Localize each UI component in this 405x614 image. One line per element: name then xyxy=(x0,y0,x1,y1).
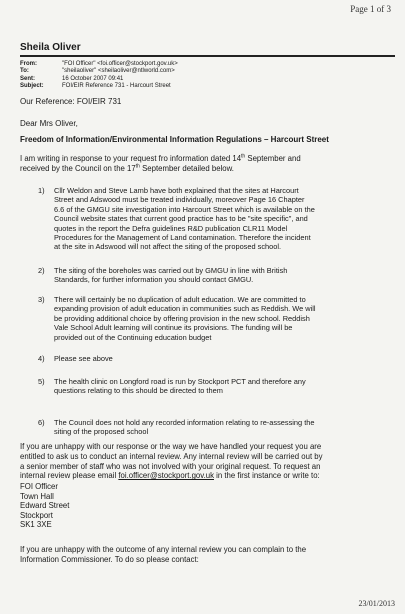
intro-sup-2: th xyxy=(135,163,140,170)
foi-email-link[interactable]: foi.officer@stockport.gov.uk xyxy=(118,471,214,481)
subject-heading: Freedom of Information/Environmental Information Regulations – Harcourt Street xyxy=(20,135,329,144)
address-line: Edward Street xyxy=(20,501,70,511)
item-line: Procedures for the Management of Land contamination. Therefore the incident xyxy=(54,233,311,243)
sender-name: Sheila Oliver xyxy=(20,42,81,53)
postal-address xyxy=(20,482,400,530)
intro-text-1: I am writing in response to your request fro information dated 14 xyxy=(20,154,242,163)
item-line: Please see above xyxy=(54,354,113,363)
email-to-row xyxy=(20,68,178,75)
item-number: 6) xyxy=(38,418,45,427)
email-from-row xyxy=(20,61,178,68)
page-number: Page 1 of 3 xyxy=(350,4,391,14)
list-item xyxy=(38,266,388,285)
item-number: 4) xyxy=(38,354,45,363)
item-line: Street and Adswood must be treated individually, moreover Page 16 Chapter xyxy=(54,195,305,205)
review-line: a senior member of staff who was not involved with your original request. To request an xyxy=(20,461,321,471)
review-line: in the first instance or write to: xyxy=(213,471,320,481)
sent-label: Sent: xyxy=(20,75,35,82)
to-label: To: xyxy=(20,68,29,75)
list-item xyxy=(38,295,388,342)
salutation: Dear Mrs Oliver, xyxy=(20,119,78,128)
print-date: 23/01/2013 xyxy=(358,599,395,608)
header-divider xyxy=(20,55,395,57)
intro-text-2: September and xyxy=(245,154,301,163)
from-label: From: xyxy=(20,61,37,67)
sent-value: 16 October 2007 09:41 xyxy=(62,75,124,82)
item-line: Council website states that current good practice has to be "site specific", and xyxy=(54,214,308,224)
list-item xyxy=(38,418,388,437)
email-header xyxy=(20,61,178,90)
review-paragraph xyxy=(20,442,400,481)
review-line: If you are unhappy with our response or the way we have handled your request you are xyxy=(20,442,322,451)
list-item xyxy=(38,186,388,252)
from-value: "FOI Officer" <foi.officer@stockport.gov.uk> xyxy=(62,61,178,67)
email-subject-row xyxy=(20,83,178,90)
item-line: quotes in the report the Defra guidelines R&D publication CLR11 Model xyxy=(54,223,288,233)
item-line: The siting of the boreholes was carried out by GMGU in line with British xyxy=(54,266,288,275)
item-number: 1) xyxy=(38,186,45,195)
intro-paragraph xyxy=(20,154,400,174)
list-item xyxy=(38,377,388,396)
item-line: Standards, for further information you should contact GMGU. xyxy=(54,275,254,285)
item-line: expanding provision of adult education in communities such as Reddish. We will xyxy=(54,304,316,314)
item-line: There will certainly be no duplication of adult education. We are committed to xyxy=(54,295,306,304)
item-line: Vale School Adult learning will continue its provisions. The funding will be xyxy=(54,323,293,333)
address-line: FOI Officer xyxy=(20,482,58,491)
item-line: The Council does not hold any recorded information relating to re-assessing the xyxy=(54,418,315,427)
item-line: questions relating to this should be directed to them xyxy=(54,386,223,396)
intro-text-4: September detailed below. xyxy=(139,163,234,173)
subject-label: Subject: xyxy=(20,82,44,89)
intro-sup-1: th xyxy=(241,153,246,160)
address-line: Stockport xyxy=(20,510,53,520)
list-item xyxy=(38,354,388,363)
item-line: Cllr Weldon and Steve Lamb have both explained that the sites at Harcourt xyxy=(54,186,299,195)
item-number: 3) xyxy=(38,295,45,304)
address-line: Town Hall xyxy=(20,491,54,501)
item-line: 6.6 of the GMGU site investigation into Harcourt Street which is available on the xyxy=(54,204,315,214)
item-line: at the site in Adswood will not affect the siting of the proposed school. xyxy=(54,242,282,252)
item-line: The health clinic on Longford road is run by Stockport PCT and therefore any xyxy=(54,377,306,386)
commissioner-line: If you are unhappy with the outcome of any internal review you can complain to the xyxy=(20,545,307,554)
item-number: 5) xyxy=(38,377,45,386)
commissioner-line: Information Commissioner. To do so please contact: xyxy=(20,554,199,564)
email-sent-row xyxy=(20,76,178,83)
review-line: internal review please email xyxy=(20,471,119,481)
our-reference: Our Reference: FOI/EIR 731 xyxy=(20,97,122,106)
item-line: provided out of the Continuing education budget xyxy=(54,332,212,342)
item-line: be providing additional choice by offering provision in the new school. Reddish xyxy=(54,313,310,323)
address-line: SK1 3XE xyxy=(20,520,52,530)
intro-text-3: received by the Council on the 17 xyxy=(20,163,136,173)
subject-value: FOI/EIR Reference 731 - Harcourt Street xyxy=(62,82,171,89)
commissioner-paragraph xyxy=(20,545,400,565)
item-number: 2) xyxy=(38,266,45,275)
review-line: entitled to ask us to conduct an internal review. Any internal review will be carried out by xyxy=(20,451,323,461)
item-line: siting of the proposed school xyxy=(54,427,149,437)
to-value: "sheilaoliver" <sheilaoliver@ntlworld.com> xyxy=(62,68,175,75)
